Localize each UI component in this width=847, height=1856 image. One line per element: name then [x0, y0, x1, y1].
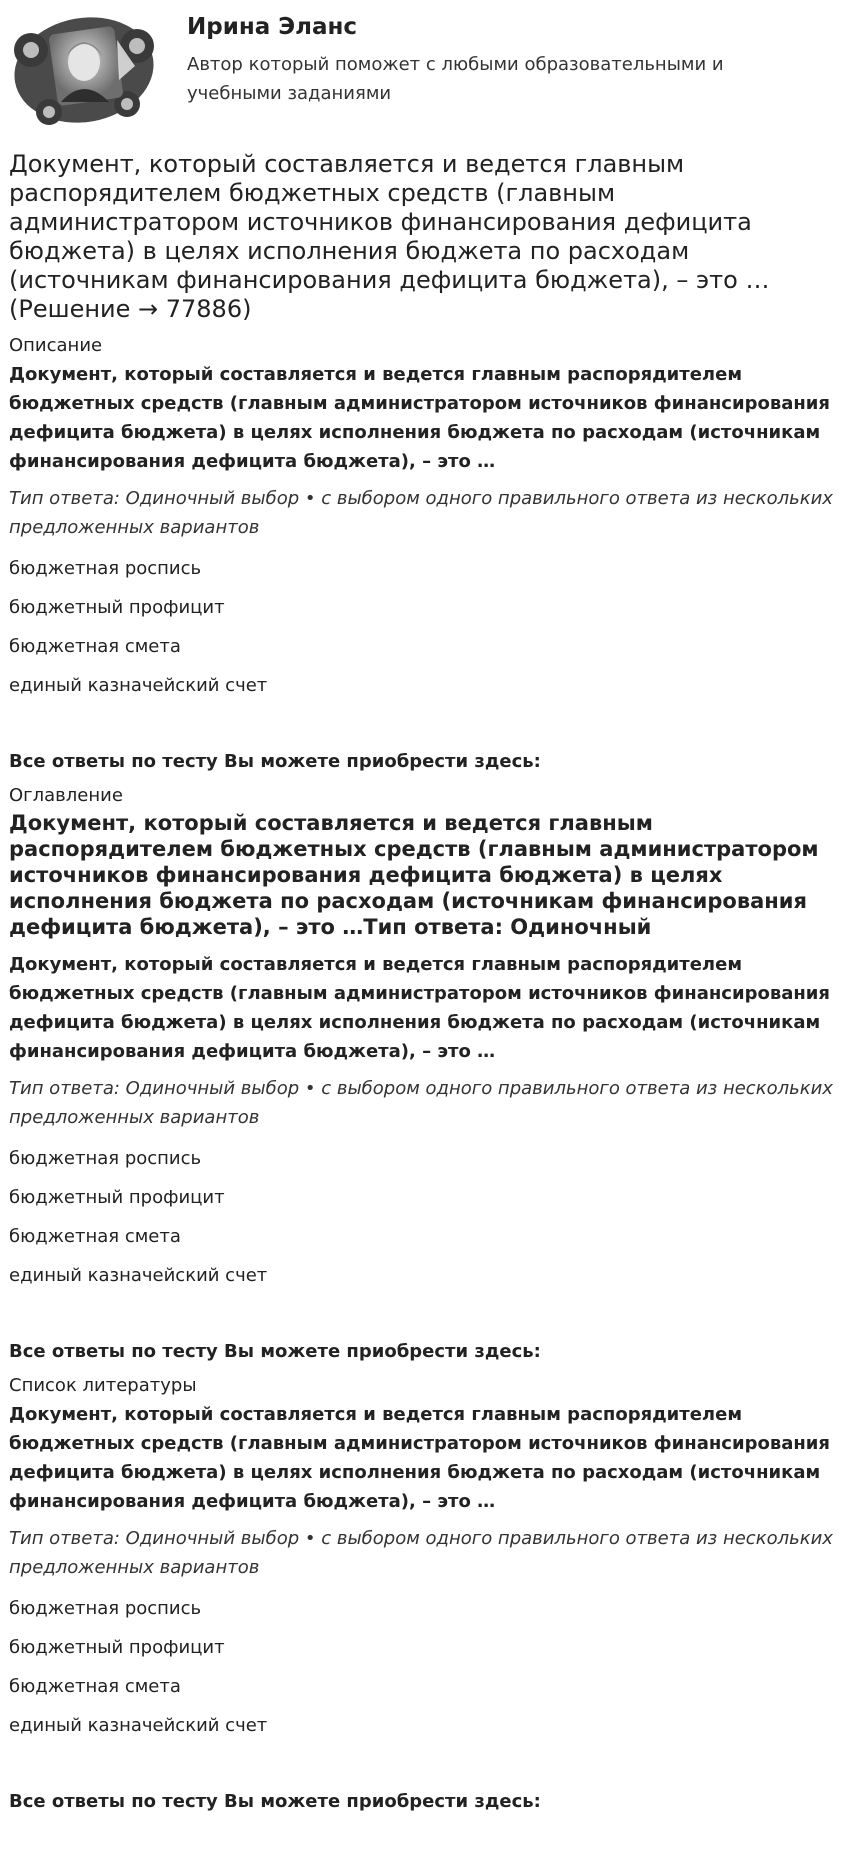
buy-answers-text: Все ответы по тесту Вы можете приобрести здесь: [9, 1341, 541, 1362]
section-label-literature: Список литературы [9, 1375, 197, 1396]
buy-answers-text: Все ответы по тесту Вы можете приобрести здесь: [9, 1791, 541, 1812]
section-label-toc: Оглавление [9, 785, 123, 806]
answer-type: Тип ответа: Одиночный выбор • с выбором одного правильного ответа из нескольких предложенных вариантов [9, 1528, 833, 1578]
toc-section [9, 784, 838, 1364]
answer-option: бюджетная роспись [9, 1148, 202, 1169]
buy-answers-text: Все ответы по тесту Вы можете приобрести здесь: [9, 751, 541, 772]
author-avatar[interactable] [9, 10, 159, 128]
answer-type: Тип ответа: Одиночный выбор • с выбором одного правильного ответа из нескольких предложенных вариантов [9, 1078, 833, 1128]
question-text: Документ, который составляется и ведется главным распорядителем бюджетных средств (главным администратором источников финансирования дефицита бюджета) в целях исполнения бюджета по расходам (источникам финансирования дефицита бюджета), – это … [9, 1404, 830, 1512]
question-text: Документ, который составляется и ведется главным распорядителем бюджетных средств (главным администратором источников финансирования дефицита бюджета) в целях исполнения бюджета по расходам (источникам финансирования дефицита бюджета), – это … [9, 954, 830, 1062]
question-text: Документ, который составляется и ведется главным распорядителем бюджетных средств (главным администратором источников финансирования дефицита бюджета) в целях исполнения бюджета по расходам (источникам финансирования дефицита бюджета), – это … [9, 364, 830, 472]
section-label-description: Описание [9, 335, 103, 356]
author-description: Автор который поможет с любыми образовательными и учебными заданиями [187, 54, 724, 104]
answer-type: Тип ответа: Одиночный выбор • с выбором одного правильного ответа из нескольких предложенных вариантов [9, 488, 833, 538]
answer-option: бюджетная роспись [9, 1598, 202, 1619]
answer-option: единый казначейский счет [9, 1265, 268, 1286]
answer-option: единый казначейский счет [9, 1715, 268, 1736]
answer-option: бюджетный профицит [9, 1187, 225, 1208]
answer-option: бюджетная смета [9, 636, 181, 657]
author-card [9, 0, 838, 150]
answer-option: единый казначейский счет [9, 675, 268, 696]
answer-option: бюджетная смета [9, 1676, 181, 1697]
answer-option: бюджетная смета [9, 1226, 181, 1247]
description-section [9, 334, 838, 774]
answer-option: бюджетный профицит [9, 1637, 225, 1658]
answer-option: бюджетная роспись [9, 558, 202, 579]
literature-section [9, 1374, 838, 1814]
author-name[interactable]: Ирина Эланс [187, 14, 358, 40]
toc-heading: Документ, который составляется и ведется главным распорядителем бюджетных средств (главным администратором источников финансирования дефицита бюджета) в целях исполнения бюджета по расходам (источникам финансирования дефицита бюджета), – это …Тип ответа: Одиночный [9, 811, 819, 939]
answer-option: бюджетный профицит [9, 597, 225, 618]
page-title: Документ, который составляется и ведется главным распорядителем бюджетных средств (главным администратором источников финансирования дефицита бюджета) в целях исполнения бюджета по расходам (источникам финансирования дефицита бюджета), – это … (Решение → 77886) [9, 150, 770, 323]
